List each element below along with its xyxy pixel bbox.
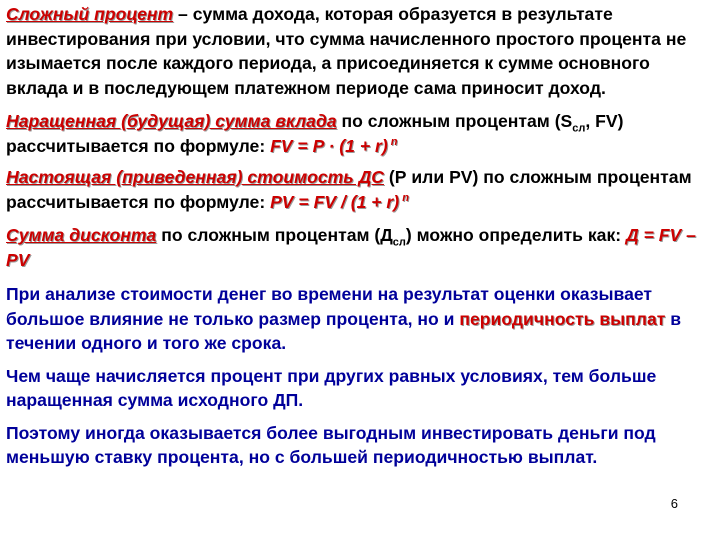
periodicity-highlight: периодичность выплат (459, 308, 666, 329)
formula-future-value (270, 136, 397, 156)
periodicity-text-2: в течении одного и того же срока. (6, 308, 682, 353)
definition-compound-interest: – сумма дохода, которая образуется в результате инвестирования при условии, что сумма начисленного простого процента не изымается после каждого периода, а присоединяется к сумме основного вклада и в последующем платежном периоде сама приносит доход. (6, 4, 687, 98)
term-discount: Сумма дисконта (6, 225, 157, 245)
paragraph-compound-interest (6, 2, 712, 100)
paragraph-periodicity (6, 282, 712, 356)
paragraph-frequency-conclusion (6, 364, 712, 413)
discount-text-1: по сложным процентам (Д (156, 225, 393, 245)
future-value-text-1: по сложным процентам (S (336, 111, 573, 131)
future-value-subscript: сл (572, 122, 586, 135)
formula-future-value-body: FV = P · (1 + r) (270, 135, 388, 156)
paragraph-future-value (6, 109, 712, 158)
page-number: 6 (670, 496, 678, 511)
formula-future-value-exponent: n (387, 135, 398, 148)
term-compound-interest: Сложный процент (6, 4, 174, 24)
paragraph-present-value (6, 165, 712, 214)
frequency-conclusion-text: Чем чаще начисляется процент при других равных условиях, тем больше наращенная сумма исходного ДП. (6, 365, 657, 410)
investment-advice-text: Поэтому иногда оказывается более выгодным инвестировать деньги под меньшую ставку процента, но с большей периодичностью выплат. (6, 422, 656, 467)
formula-present-value-exponent: n (399, 191, 409, 204)
future-value-text-2: , FV) рассчитывается по формуле: (6, 111, 624, 156)
formula-present-value-body: PV = FV / (1 + r) (270, 191, 400, 212)
formula-present-value (270, 192, 409, 212)
paragraph-investment-advice (6, 421, 712, 470)
periodicity-text-1: При анализе стоимости денег во времени на результат оценки оказывает большое влияние не только размер процента, но и (6, 284, 653, 329)
discount-text-2: ) можно определить как: (405, 225, 626, 245)
discount-subscript: сл (392, 236, 406, 249)
present-value-text-1: (Р или PV) по сложным процентам рассчитывается по формуле: (6, 167, 692, 212)
term-future-value: Наращенная (будущая) сумма вклада (6, 111, 337, 131)
term-present-value: Настоящая (приведенная) стоимость ДС (6, 167, 384, 187)
paragraph-discount (6, 223, 712, 272)
slide-content (6, 2, 712, 470)
formula-discount: Д = FV – PV (6, 225, 696, 270)
